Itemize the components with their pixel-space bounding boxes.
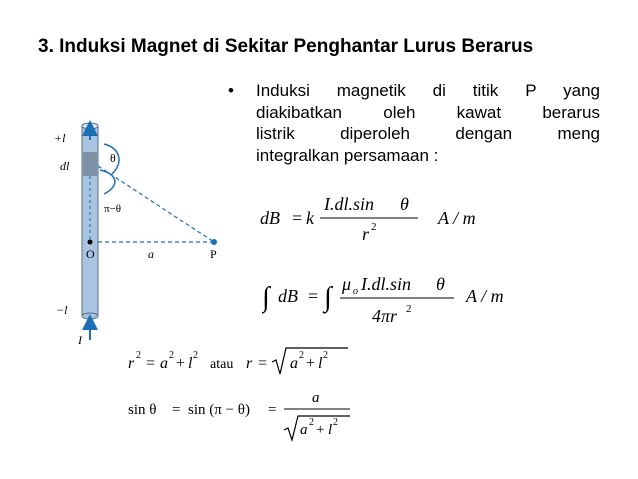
r-atau: atau xyxy=(210,357,234,372)
formula-r xyxy=(128,340,368,380)
eq2-unit: A / m xyxy=(466,286,504,306)
eq2-integral-left: ∫ xyxy=(262,282,270,313)
label-theta: θ xyxy=(110,151,116,165)
bullet-line-3: listrik diperoleh dengan meng xyxy=(256,124,600,143)
sin-den-plus: + xyxy=(316,422,325,438)
r-l-sq: 2 xyxy=(193,350,198,361)
eq1-theta: θ xyxy=(400,194,409,214)
slide-title: 3. Induksi Magnet di Sekitar Penghantar Lurus Berarus xyxy=(38,36,534,57)
r-sqrt-a-sq: 2 xyxy=(299,350,304,361)
sin-eq1: = xyxy=(172,402,181,418)
r-r: r xyxy=(246,355,253,372)
eq1-exponent: 2 xyxy=(371,221,377,233)
wire-figure xyxy=(48,118,238,350)
label-a: a xyxy=(148,247,154,261)
label-plus-l: +l xyxy=(54,131,66,145)
wire-bottom-cap xyxy=(82,313,98,319)
sin-den-l-sq: 2 xyxy=(333,417,338,428)
r-l: l xyxy=(188,355,193,372)
label-origin: O xyxy=(86,247,95,261)
label-current: I xyxy=(78,333,82,347)
eq2-denominator: 4πr xyxy=(372,306,398,326)
eq1-unit: A / m xyxy=(438,208,476,228)
eq2-lhs: dB xyxy=(278,286,298,306)
label-minus-l: −l xyxy=(56,303,68,317)
bullet-line-2: diakibatkan oleh kawat berarus xyxy=(256,102,600,122)
r-lhs-sq: 2 xyxy=(136,350,141,361)
sin-den-a-sq: 2 xyxy=(309,417,314,428)
r-eq2: = xyxy=(258,355,268,372)
eq1-equals: = xyxy=(292,208,303,228)
eq1-numerator: I.dl.sin xyxy=(324,194,375,214)
r-a: a xyxy=(160,355,168,372)
equation-2 xyxy=(262,270,522,332)
eq2-mu: μ xyxy=(342,274,352,294)
sin-mid: sin (π − θ) xyxy=(188,402,250,418)
eq2-numerator: I.dl.sin xyxy=(361,274,412,294)
label-dl: dl xyxy=(60,159,70,173)
eq1-lhs: dB xyxy=(260,208,280,228)
eq2-exponent: 2 xyxy=(406,303,412,315)
r-lhs: r xyxy=(128,355,135,372)
eq2-equals: = xyxy=(308,286,319,306)
origin-point xyxy=(88,240,93,245)
sin-num: a xyxy=(312,390,320,406)
r-sqrt-l-sq: 2 xyxy=(323,350,328,361)
eq2-mu-sub: o xyxy=(353,286,358,297)
eq2-integral-right: ∫ xyxy=(324,282,332,313)
label-p: P xyxy=(210,247,217,261)
eq1-denominator: r xyxy=(362,224,370,244)
eq2-theta: θ xyxy=(436,274,445,294)
bullet-line-1: Induksi magnetik di titik P yang xyxy=(256,81,600,100)
formula-sin xyxy=(128,386,368,444)
sin-lhs: sin θ xyxy=(128,402,157,418)
sin-den-l: l xyxy=(328,422,333,438)
bullet-dot: • xyxy=(228,81,234,100)
r-sqrt-plus: + xyxy=(306,355,316,372)
sin-den-a: a xyxy=(300,422,308,438)
r-sqrt-a: a xyxy=(290,355,298,372)
sin-eq2: = xyxy=(268,402,277,418)
r-a-sq: 2 xyxy=(169,350,174,361)
bullet-line-4: integralkan persamaan : xyxy=(256,145,439,165)
point-p xyxy=(211,239,217,245)
eq1-k: k xyxy=(306,208,314,228)
equation-1 xyxy=(260,188,520,248)
label-pi-minus-theta: π−θ xyxy=(104,203,122,215)
r-sqrt-l: l xyxy=(318,355,323,372)
r-eq: = xyxy=(146,355,156,372)
r-plus: + xyxy=(176,355,186,372)
